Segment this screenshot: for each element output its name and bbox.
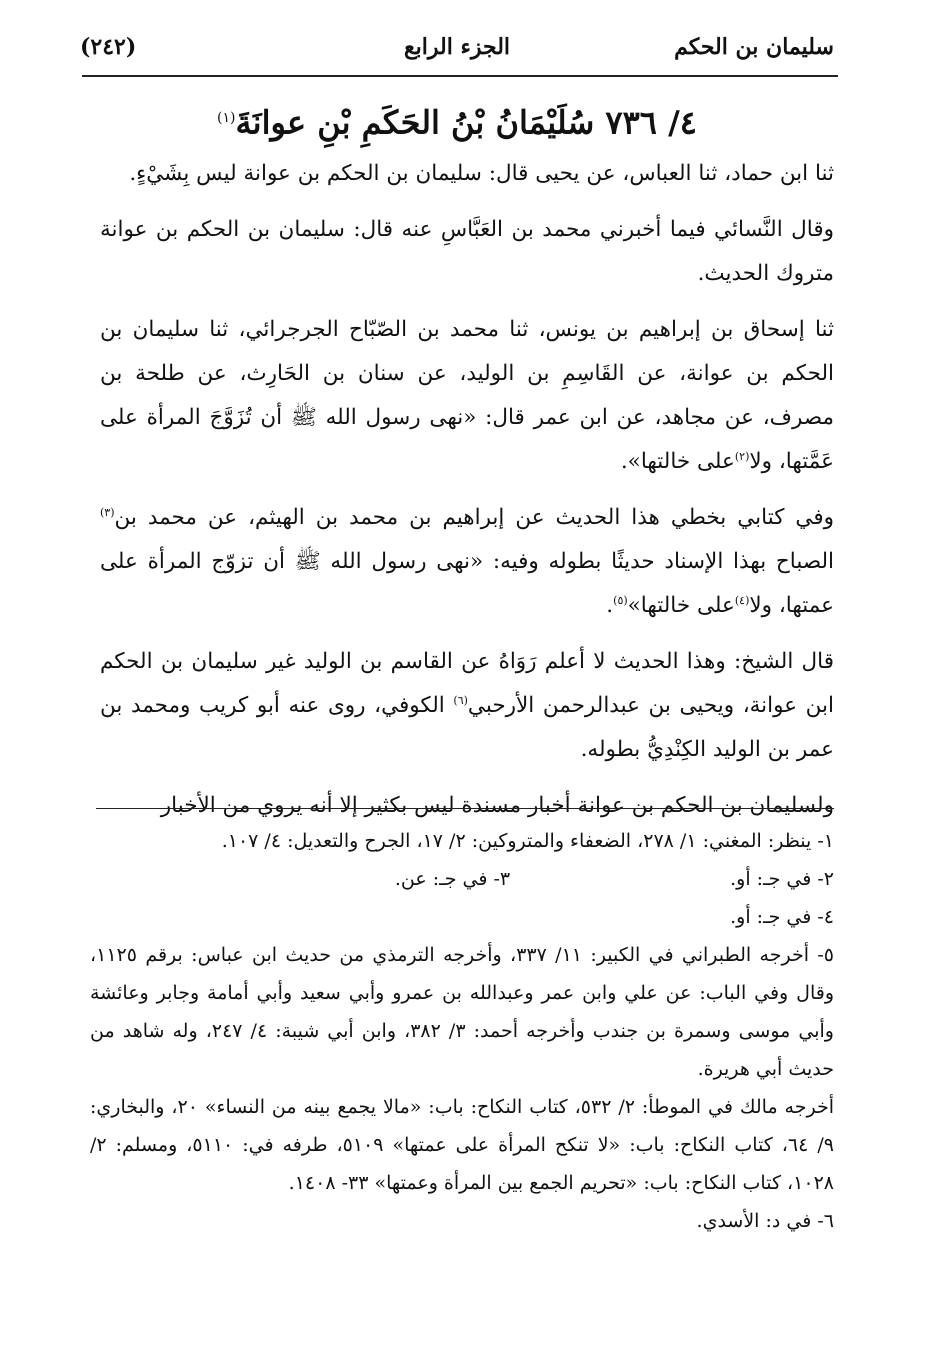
paragraph-4-mid: الصباح بهذا الإسناد حديثًا بطوله وفيه: «نهى رسول الله ﷺ أن تزوّج المرأة على عمتها، ولا: [100, 549, 834, 618]
footnote-row: [90, 860, 834, 898]
paragraph-3: [100, 308, 834, 484]
paragraph-3-end: على خالتها».: [620, 449, 735, 474]
footnote-ref: (٤): [734, 593, 750, 607]
footnote-4: ٤- في جـ: أو.: [730, 906, 834, 928]
footnote-rule: [96, 808, 834, 809]
paragraph-4: [100, 496, 834, 628]
running-header: [80, 30, 834, 70]
paragraph-6: ولسليمان بن الحكم بن عوانة أخبار مسندة ليس بكثير إلا أنه يروي من الأخبار: [160, 793, 834, 818]
footnote-ref: (٥): [613, 593, 628, 607]
footnote-5: ٥- أخرجه الطبراني في الكبير: ١١/ ٣٣٧، وأخرجه الترمذي من حديث ابن عباس: برقم ١١٢٥، وقال وفي الباب: عن علي وابن عمر وعبدالله بن عمرو وأبي سعيد وأبي أمامة وجابر وعائشة وأبي موسى وسمرة بن جندب وأخرجه أحمد: ٣/ ٣٨٢، وابن أبي شيبة: ٤/ ٢٤٧، وله شاهد من حديث أبي هريرة.: [90, 944, 834, 1080]
paragraph-4-end: على خالتها»: [627, 593, 735, 618]
paragraph-3-text: ثنا إسحاق بن إبراهيم بن يونس، ثنا محمد بن الصّبّاح الجرجرائي، ثنا سليمان بن الحكم بن عوانة، عن القَاسِمِ بن الوليد، عن سنان بن الحَارِث، عن طلحة بن مصرف، عن مجاهد، عن ابن عمر قال: «نهى رسول الله ﷺ أن تُزَوَّجَ المرأة على عَمَّتها، ولا: [100, 317, 834, 474]
entry-title-text: ٤/ ٧٣٦ سُلَيْمَانُ بْنُ الحَكَمِ بْنِ عوانَةَ: [235, 103, 697, 142]
paragraph-2: وقال النَّسائي فيما أخبرني محمد بن العَبَّاسِ عنه قال: سليمان بن الحكم بن عوانة متروك الحديث.: [100, 217, 834, 286]
footnote-ref: (٦): [453, 693, 468, 707]
paragraph-5-end: الكوفي، روى عنه أبو كريب ومحمد بن عمر بن الوليد الكِنْدِيُّ بطوله.: [100, 693, 834, 762]
footnote-ref: (٣): [100, 505, 115, 519]
spacer: [510, 860, 730, 898]
footnote-6: ٦- في د: الأسدي.: [696, 1210, 834, 1232]
entry-running-title: سليمان بن الحكم: [674, 34, 834, 60]
footnote-ref: (٢): [734, 449, 750, 463]
footnote-1: ١- ينظر: المغني: ١/ ٢٧٨، الضعفاء والمتروكين: ٢/ ١٧، الجرح والتعديل: ٤/ ١٠٧.: [221, 830, 834, 852]
footnote-5-continued: أخرجه مالك في الموطأ: ٢/ ٥٣٢، كتاب النكاح: باب: «مالا يجمع بينه من النساء» ٢٠، والبخاري: ٩/ ٦٤، كتاب النكاح: باب: «لا تنكح المرأة على عمتها» ٥١٠٩، طرفه في: ٥١١٠، ومسلم: ٢/ ١٠٢٨، كتاب النكاح: باب: «تحريم الجمع بين المرأة وعمتها» ٣٣- ١٤٠٨.: [90, 1096, 834, 1194]
footnote-ref: (١): [217, 110, 236, 126]
paragraph-4-tail: .: [606, 593, 614, 618]
paragraph-5: [100, 640, 834, 772]
footnotes: [90, 822, 834, 1240]
paragraph-1: ثنا ابن حماد، ثنا العباس، عن يحيى قال: سليمان بن الحكم بن عوانة ليس بِشَيْءٍ.: [129, 161, 834, 186]
entry-title: [80, 96, 834, 145]
paragraph-5-text: قال الشيخ: وهذا الحديث لا أعلم رَوَاهُ عن القاسم بن الوليد غير سليمان بن الحكم ابن عوانة، ويحيى بن عبدالرحمن الأرحبي: [100, 649, 834, 718]
footnote-2: ٢- في جـ: أو.: [730, 868, 834, 890]
footnote-3: ٣- في جـ: عن.: [394, 868, 511, 890]
page-number: (٢٤٢): [80, 34, 137, 60]
entry-body: [100, 152, 834, 828]
paragraph-4-text: وفي كتابي بخطي هذا الحديث عن إبراهيم بن محمد بن الهيثم، عن محمد بن: [114, 505, 834, 530]
header-rule: [82, 75, 838, 77]
volume-title: الجزء الرابع: [403, 34, 511, 60]
